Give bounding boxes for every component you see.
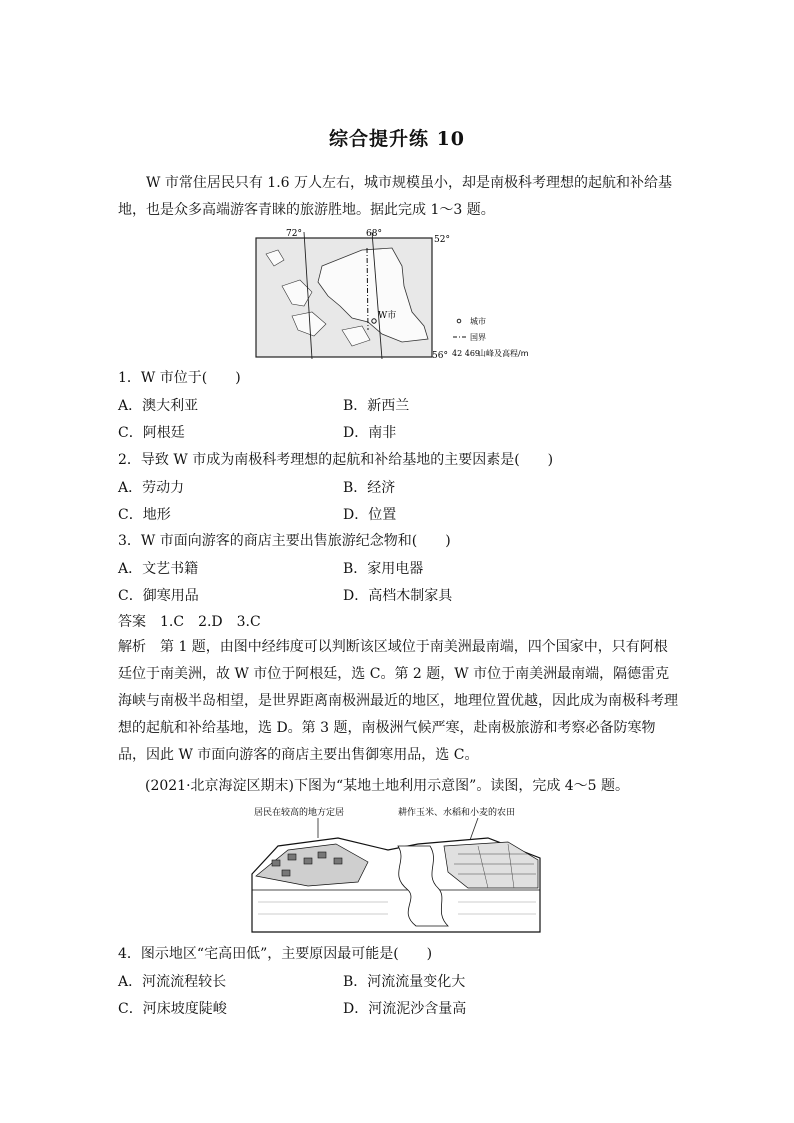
legend-city-text: 城市 bbox=[470, 317, 486, 326]
q1-option-c: C．阿根廷 bbox=[118, 425, 185, 441]
legend-peak-text: 山峰及高程/m bbox=[478, 349, 529, 358]
landuse-label-right: 耕作玉米、水稻和小麦的农田 bbox=[398, 808, 516, 818]
question-1-stem: 1．W 市位于( ) bbox=[118, 370, 241, 386]
latitude-label: 56° bbox=[432, 351, 448, 361]
q1-option-a: A．澳大利亚 bbox=[118, 398, 199, 414]
question-4-stem: 4．图示地区“宅高田低”，主要原因最可能是( ) bbox=[118, 946, 433, 962]
q2-option-d: D．位置 bbox=[343, 507, 397, 523]
longitude-label: 68° bbox=[366, 229, 382, 239]
q4-option-a: A．河流流程较长 bbox=[118, 974, 227, 990]
landuse-figure bbox=[248, 802, 546, 936]
intro-paragraph-1: W 市常住居民只有 1.6 万人左右，城市规模虽小，却是南极科考理想的起航和补给基地，也是众多高端游客青睐的旅游胜地。据此完成 1～3 题。 bbox=[118, 175, 673, 218]
legend-city-icon bbox=[457, 319, 461, 323]
q2-option-c: C．地形 bbox=[118, 507, 171, 523]
map-figure bbox=[252, 226, 552, 361]
landuse-svg bbox=[248, 802, 546, 936]
q2-option-b: B．经济 bbox=[343, 480, 396, 496]
q1-option-b: B．新西兰 bbox=[343, 398, 410, 414]
page-title: 综合提升练 10 bbox=[328, 128, 466, 150]
analysis-paragraph: 解析 第 1 题，由图中经纬度可以判断该区域位于南美洲最南端，四个国家中，只有阿根廷位于南美洲，故 W 市位于阿根廷，选 C。第 2 题，W 市位于南美洲最南端，隔德雷克海峡与南极半岛相望，是世界距离南极洲最近的地区，地理位置优越，因此成为南极科考理想的起航和补给基地，选 D。第 3 题，南极洲气候严寒，赴南极旅游和考察必备防寒物品，因此 W 市面向游客的商店主要出售御寒用品，选 C。 bbox=[118, 639, 678, 763]
legend-border-text: 国界 bbox=[470, 333, 486, 342]
latitude-label: 52° bbox=[434, 235, 450, 245]
landuse-label-left: 居民在较高的地方定居 bbox=[254, 808, 345, 818]
answer-line: 答案 1.C 2.D 3.C bbox=[118, 614, 261, 630]
q3-option-c: C．御寒用品 bbox=[118, 588, 199, 604]
legend-peak-value: 42 469 bbox=[452, 349, 480, 358]
question-3-stem: 3．W 市面向游客的商店主要出售旅游纪念物和( ) bbox=[118, 533, 451, 549]
longitude-label: 72° bbox=[286, 229, 302, 239]
city-label: W市 bbox=[378, 311, 397, 321]
intro-paragraph-2: (2021·北京海淀区期末)下图为“某地土地利用示意图”。读图，完成 4～5 题。 bbox=[145, 778, 630, 794]
q3-option-b: B．家用电器 bbox=[343, 561, 424, 577]
q4-option-c: C．河床坡度陡峻 bbox=[118, 1001, 227, 1017]
q3-option-d: D．高档木制家具 bbox=[343, 588, 453, 604]
q3-option-a: A．文艺书籍 bbox=[118, 561, 199, 577]
q2-option-a: A．劳动力 bbox=[118, 480, 185, 496]
q1-option-d: D．南非 bbox=[343, 425, 397, 441]
map-svg bbox=[252, 226, 552, 361]
q4-option-b: B．河流流量变化大 bbox=[343, 974, 466, 990]
q4-option-d: D．河流泥沙含量高 bbox=[343, 1001, 467, 1017]
leader-line bbox=[470, 818, 478, 840]
question-2-stem: 2．导致 W 市成为南极科考理想的起航和补给基地的主要因素是( ) bbox=[118, 452, 554, 468]
